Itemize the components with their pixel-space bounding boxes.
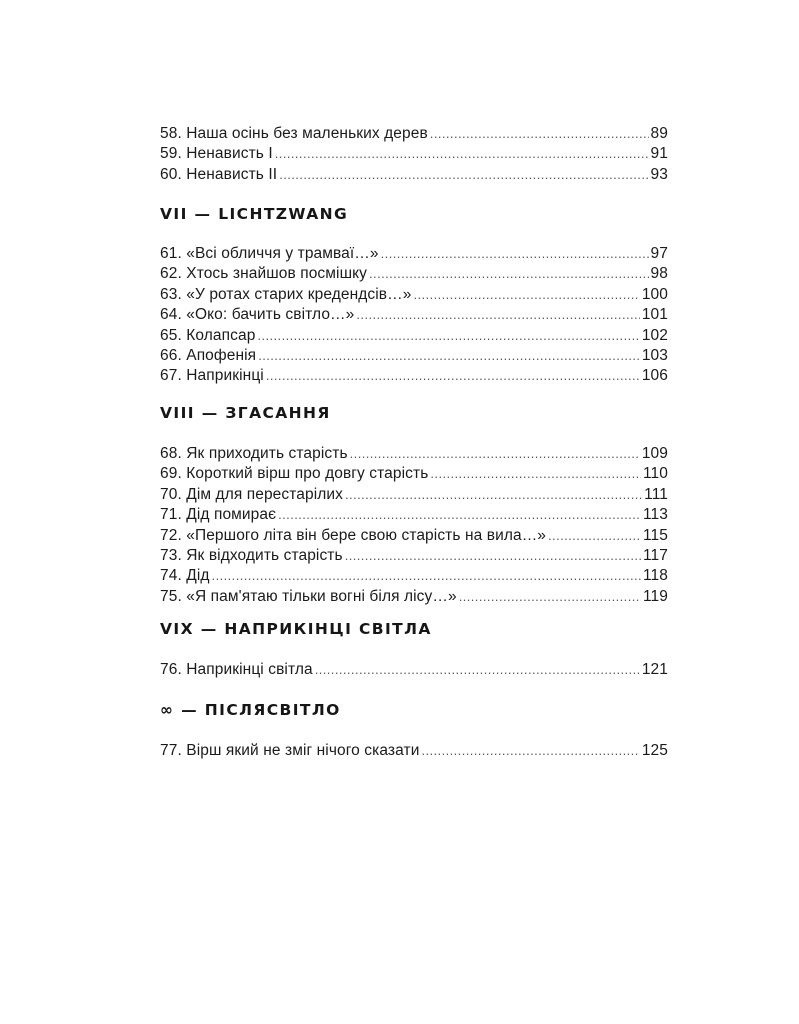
dot-leader	[413, 285, 639, 305]
toc-entry	[160, 305, 668, 325]
toc-entry-title: 71. Дід помирає	[160, 506, 277, 524]
dot-leader	[430, 464, 641, 484]
toc-entry-title: 74. Дід	[160, 567, 210, 585]
dot-leader	[356, 305, 639, 325]
toc-entry-title: 63. «У ротах старих кредендсів…»	[160, 285, 412, 303]
toc-entry-page: 113	[642, 506, 668, 524]
dot-leader	[430, 124, 649, 144]
toc-entry	[160, 264, 668, 284]
toc-entry	[160, 244, 668, 264]
toc-entry-title: 69. Короткий вірш про довгу старість	[160, 465, 429, 483]
toc-entry-title: 73. Як відходить старість	[160, 546, 343, 564]
toc-entry	[160, 566, 668, 586]
toc-entry-page: 119	[642, 587, 668, 605]
dot-leader	[258, 346, 640, 366]
toc-entry	[160, 526, 668, 546]
dot-leader	[350, 444, 640, 464]
section-heading: VIII — ЗГАСАННЯ	[160, 404, 331, 422]
toc-entry-page: 101	[641, 306, 668, 324]
dot-leader	[345, 485, 642, 505]
toc-entry	[160, 366, 668, 386]
toc-entry-page: 98	[650, 265, 668, 283]
toc-entry	[160, 464, 668, 484]
toc-entry-title: 77. Вірш який не зміг нічого сказати	[160, 742, 420, 759]
toc-entry-page: 109	[641, 445, 668, 462]
toc-entry-title: 75. «Я пам'ятаю тільки вогні біля лісу…»	[160, 587, 457, 605]
dot-leader	[381, 244, 649, 264]
toc-entry-page: 100	[641, 285, 668, 303]
toc-entry	[160, 505, 668, 525]
toc-entry	[160, 346, 668, 366]
toc-entry-page: 91	[650, 145, 668, 163]
toc-entry-page: 93	[650, 165, 668, 183]
toc-section	[160, 402, 668, 607]
toc-entry	[160, 741, 668, 761]
dot-leader	[459, 587, 641, 607]
toc-entry-title: 70. Дім для перестарілих	[160, 485, 344, 503]
toc-entry	[160, 326, 668, 346]
toc-entry-page: 115	[642, 526, 668, 544]
toc-entry-title: 61. «Всі обличчя у трамваї…»	[160, 245, 379, 262]
toc-entry-page: 110	[642, 465, 668, 483]
toc-entry-page: 121	[641, 661, 668, 678]
dot-leader	[266, 366, 640, 386]
toc-entry-page: 89	[650, 125, 668, 142]
toc-entry-page: 103	[641, 346, 668, 364]
toc-entry-title: 76. Наприкінці світла	[160, 661, 313, 678]
toc-entry-title: 65. Колапсар	[160, 326, 256, 344]
dot-leader	[257, 326, 639, 346]
section-heading: VII — LICHTZWANG	[160, 205, 349, 223]
toc-entry-page: 97	[650, 245, 668, 262]
dot-leader	[421, 741, 639, 761]
toc-entry-page: 125	[641, 742, 668, 759]
section-heading: VIX — НАПРИКІНЦІ СВІТЛА	[160, 620, 432, 638]
dot-leader	[548, 526, 641, 546]
toc-section	[160, 699, 668, 761]
toc-entry-title: 68. Як приходить старість	[160, 445, 348, 462]
toc-section	[160, 618, 668, 680]
toc-entry	[160, 165, 668, 185]
dot-leader	[369, 264, 649, 284]
toc-entry-title: 64. «Око: бачить світло…»	[160, 306, 355, 324]
toc-entry-page: 111	[644, 485, 668, 503]
toc-entry	[160, 546, 668, 566]
toc-section	[160, 203, 668, 387]
toc-entry-page: 117	[642, 546, 668, 564]
toc-entry	[160, 124, 668, 144]
toc-entry	[160, 285, 668, 305]
section-heading: ∞ — ПІСЛЯСВІТЛО	[160, 701, 341, 719]
dot-leader	[275, 144, 649, 164]
toc-entry-title: 62. Хтось знайшов посмішку	[160, 265, 368, 283]
toc-entry	[160, 660, 668, 680]
toc-entry-page: 106	[641, 367, 668, 385]
toc-entry-page: 102	[641, 326, 668, 344]
dot-leader	[278, 505, 641, 525]
dot-leader	[345, 546, 641, 566]
toc-group	[160, 124, 668, 185]
toc-entry-title: 59. Ненависть I	[160, 145, 273, 163]
toc-entry	[160, 444, 668, 464]
toc-entry	[160, 485, 668, 505]
toc-entry	[160, 587, 668, 607]
toc-entry-title: 58. Наша осінь без маленьких дерев	[160, 125, 428, 142]
dot-leader	[279, 165, 648, 185]
toc-entry	[160, 144, 668, 164]
toc-entry-title: 67. Наприкінці	[160, 367, 264, 385]
toc-entry-title: 72. «Першого літа він бере свою старість на вила…»	[160, 526, 547, 544]
toc-entry-title: 60. Ненависть II	[160, 165, 278, 183]
dot-leader	[315, 660, 640, 680]
toc-entry-page: 118	[642, 567, 668, 585]
dot-leader	[212, 566, 641, 586]
toc-entry-title: 66. Апофенія	[160, 346, 257, 364]
